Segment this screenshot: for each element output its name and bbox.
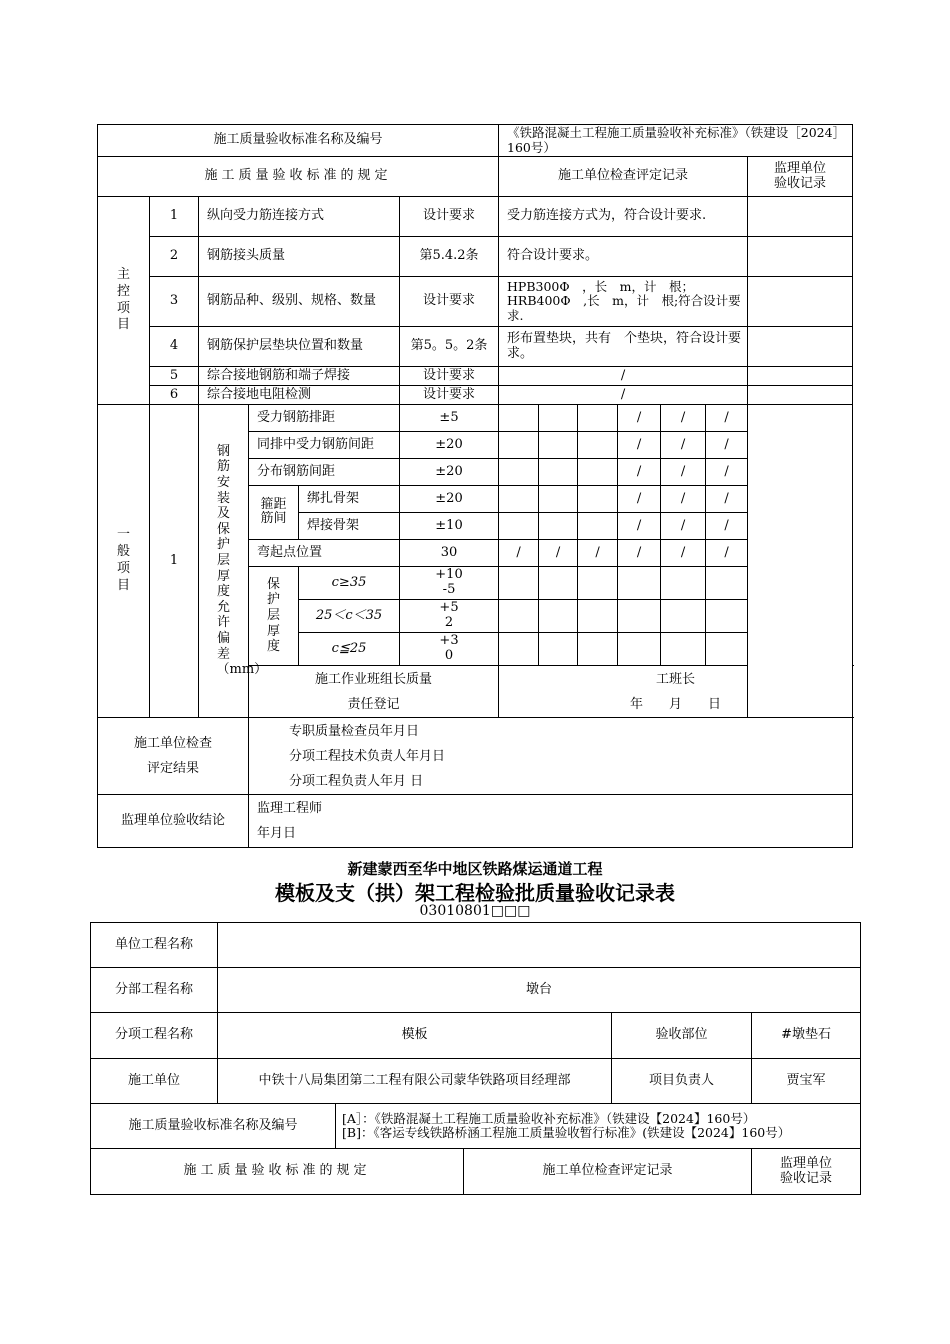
row-tol: +3 0 (400, 633, 499, 666)
slash-cell: / (706, 459, 748, 486)
slash-cell: / (618, 432, 661, 459)
slash-cell: / (661, 459, 706, 486)
item-name: 综合接地电阻检测 (199, 386, 400, 405)
supervisor-header: 监理单位验收记录 (748, 157, 853, 197)
item-label: 分项工程名称 (91, 1013, 218, 1059)
slash-cell: / (706, 405, 748, 432)
inspection-table-rebar (97, 124, 853, 848)
result-sign: 专职质量检查员年月日 分项工程技术负责人年月日 分项工程负责人年月 日 (249, 718, 853, 795)
item-record: 受力筋连接方式为，符合设计要求. (499, 197, 748, 237)
item-req: 设计要求 (400, 277, 499, 327)
slash-cell: / (578, 540, 618, 567)
item-record: / (499, 367, 748, 386)
supervisor-cell (748, 277, 853, 327)
stirrup-label: 箍距筋间 (249, 486, 299, 540)
row-name: 绑扎骨架 (299, 486, 400, 513)
supervisor-cell (748, 237, 853, 277)
row-tol: ±5 (400, 405, 499, 432)
row-name: 焊接骨架 (299, 513, 400, 540)
item-name: 钢筋接头质量 (199, 237, 400, 277)
slash-cell: / (661, 486, 706, 513)
unit-label: 单位工程名称 (91, 923, 218, 968)
main-group-label: 主控项目 (98, 197, 150, 405)
std-value: 《铁路混凝土工程施工质量验收补充标准》（铁建设［2024］160号） (499, 125, 853, 157)
item-name: 钢筋保护层垫块位置和数量 (199, 327, 400, 367)
crew-label: 施工作业班组长质量 责任登记 (249, 666, 499, 718)
slash-cell: / (539, 540, 578, 567)
slash-cell: / (618, 459, 661, 486)
tolerance-label: 钢筋安装及保护层厚度允许偏差（mm） (199, 405, 249, 718)
row-name: c≥35 (299, 567, 400, 600)
slash-cell: / (706, 486, 748, 513)
item-no: 3 (150, 277, 199, 327)
slash-cell: / (618, 513, 661, 540)
check-header: 施工单位检查评定记录 (464, 1149, 752, 1195)
supervisor-cell (748, 327, 853, 367)
sub-label: 分部工程名称 (91, 968, 218, 1013)
slash-cell: / (661, 432, 706, 459)
manager-value: 贾宝军 (752, 1059, 861, 1104)
slash-cell: / (661, 513, 706, 540)
supervisor-header: 监理单位验收记录 (752, 1149, 861, 1195)
slash-cell: / (499, 540, 539, 567)
item-req: 设计要求 (400, 386, 499, 405)
row-name: c≦25 (299, 633, 400, 666)
item-no: 1 (150, 197, 199, 237)
item-name: 综合接地钢筋和端子焊接 (199, 367, 400, 386)
form-title: 模板及支（拱）架工程检验批质量验收记录表 (275, 881, 675, 905)
conclusion-sign: 监理工程师 年月日 (249, 795, 853, 848)
general-no: 1 (150, 405, 199, 718)
manager-label: 项目负责人 (612, 1059, 752, 1104)
item-no: 5 (150, 367, 199, 386)
rule-header: 施工质量验收标准的规定 (91, 1149, 464, 1195)
row-tol: ±10 (400, 513, 499, 540)
project-title: 新建蒙西至华中地区铁路煤运通道工程 (347, 860, 603, 878)
row-name: 弯起点位置 (249, 540, 400, 567)
general-group-label: 一般项目 (98, 405, 150, 718)
item-name: 钢筋品种、级别、规格、数量 (199, 277, 400, 327)
item-name: 纵向受力筋连接方式 (199, 197, 400, 237)
item-value: 模板 (218, 1013, 612, 1059)
slash-cell: / (618, 405, 661, 432)
supervisor-cell (748, 386, 853, 405)
supervisor-cell (748, 197, 853, 237)
item-req: 设计要求 (400, 367, 499, 386)
row-name: 25＜c＜35 (299, 600, 400, 633)
rule-header: 施工质量验收标准的规定 (98, 157, 499, 197)
row-tol: ±20 (400, 459, 499, 486)
item-no: 2 (150, 237, 199, 277)
conclusion-label: 监理单位验收结论 (98, 795, 249, 848)
slash-cell: / (618, 486, 661, 513)
slash-cell: / (661, 540, 706, 567)
part-label: 验收部位 (612, 1013, 752, 1059)
slash-cell: / (706, 432, 748, 459)
item-req: 第5.4.2条 (400, 237, 499, 277)
supervisor-cell (748, 367, 853, 386)
std-label: 施工质量验收标准名称及编号 (98, 125, 499, 157)
item-record: / (499, 386, 748, 405)
cover-label: 保护层厚度 (249, 567, 299, 666)
row-tol: 30 (400, 540, 499, 567)
check-header: 施工单位检查评定记录 (499, 157, 748, 197)
crew-sign: 工班长 年 月 日 (499, 666, 853, 718)
inspection-table-formwork (90, 922, 861, 1195)
row-tol: +10 -5 (400, 567, 499, 600)
company-label: 施工单位 (91, 1059, 218, 1104)
row-name: 分布钢筋间距 (249, 459, 400, 486)
item-req: 设计要求 (400, 197, 499, 237)
row-tol: ±20 (400, 486, 499, 513)
slash-cell: / (661, 405, 706, 432)
item-record: 符合设计要求。 (499, 237, 748, 277)
item-no: 4 (150, 327, 199, 367)
item-record: HPB300Φ ，长 m，计 根；HRB400Φ ,长 m，计 根;符合设计要求. (499, 277, 748, 327)
slash-cell: / (706, 540, 748, 567)
form-code: 03010801□□□ (419, 903, 531, 919)
sub-value: 墩台 (218, 968, 861, 1013)
row-tol: ±20 (400, 432, 499, 459)
part-value: #墩垫石 (752, 1013, 861, 1059)
item-no: 6 (150, 386, 199, 405)
result-label: 施工单位检查 评定结果 (98, 718, 249, 795)
row-name: 同排中受力钢筋间距 (249, 432, 400, 459)
slash-cell: / (618, 540, 661, 567)
item-req: 第5。5。2条 (400, 327, 499, 367)
row-tol: +5 2 (400, 600, 499, 633)
slash-cell: / (706, 513, 748, 540)
row-name: 受力钢筋排距 (249, 405, 400, 432)
unit-value (218, 923, 861, 968)
std-label: 施工质量验收标准名称及编号 (91, 1104, 336, 1149)
std-value: [A］：《铁路混凝土工程施工质量验收补充标准》（铁建设【2024】160号） [B]：《客运专线铁路桥涵工程施工质量验收暂行标准》(铁建设【2024】160号） (336, 1104, 861, 1149)
item-record: 形布置垫块，共有 个垫块，符合设计要求。 (499, 327, 748, 367)
company-value: 中铁十八局集团第二工程有限公司蒙华铁路项目经理部 (218, 1059, 612, 1104)
